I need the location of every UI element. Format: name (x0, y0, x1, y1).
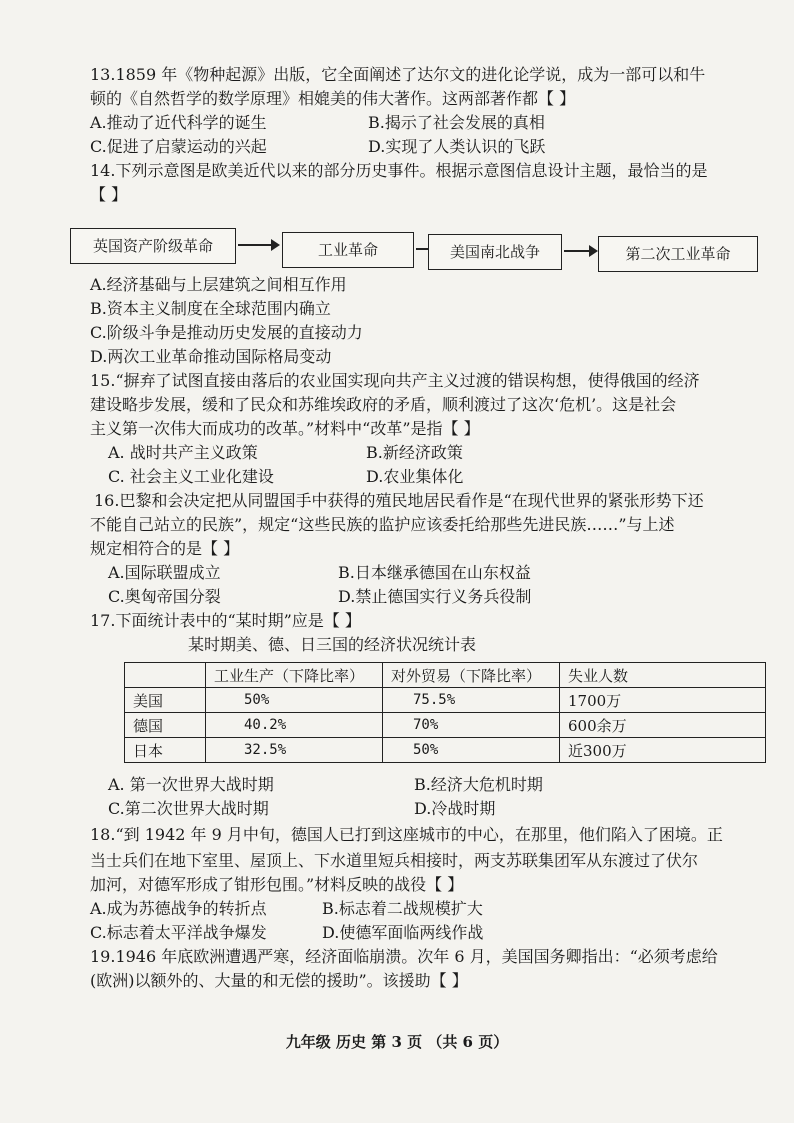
q15-line3: 主义第一次伟大而成功的改革。”材料中“改革”是指【 】 (90, 419, 480, 438)
q14-option-c[interactable]: C.阶级斗争是推动历史发展的直接动力 (90, 323, 363, 342)
q19-line2: (欧洲)以额外的、大量的和无偿的援助”。该援助【 】 (90, 971, 468, 990)
table-cell: 近300万 (560, 738, 766, 763)
table-header-cell: 失业人数 (560, 663, 766, 688)
q13-option-c[interactable]: C.促进了启蒙运动的兴起 (90, 137, 267, 156)
flow-arrow-1 (238, 244, 278, 246)
table-header-cell: 对外贸易（下降比率） (383, 663, 560, 688)
q18-option-b[interactable]: B.标志着二战规模扩大 (322, 899, 483, 918)
table-cell: 75.5% (383, 688, 560, 713)
q14-option-a[interactable]: A.经济基础与上层建筑之间相互作用 (90, 275, 347, 294)
q18-line1: 18.“到 1942 年 9 月中旬，德国人已打到这座城市的中心，在那里，他们陷入了困境。正 (90, 825, 723, 844)
q14-line2: 【 】 (90, 185, 128, 204)
table-row (125, 738, 766, 763)
q17-option-a[interactable]: A. 第一次世界大战时期 (108, 775, 274, 794)
q15-line2: 建设略步发展，缓和了民众和苏维埃政府的矛盾，顺利渡过了这次‘危机’。这是社会 (90, 395, 677, 414)
table-cell: 50% (383, 738, 560, 763)
q13-option-d[interactable]: D.实现了人类认识的飞跃 (368, 137, 546, 156)
table-cell: 70% (383, 713, 560, 738)
q13-line1: 13.1859 年《物种起源》出版，它全面阐述了达尔文的进化论学说，成为一部可以和牛 (90, 65, 706, 84)
table-row (125, 713, 766, 738)
q15-option-b[interactable]: B.新经济政策 (366, 443, 463, 462)
q16-line1: 16.巴黎和会决定把从同盟国手中获得的殖民地居民看作是“在现代世界的紧张形势下还 (94, 491, 704, 510)
table-header-cell (125, 663, 206, 688)
table-cell: 32.5% (206, 738, 383, 763)
q15-option-d[interactable]: D.农业集体化 (366, 467, 464, 486)
table-cell: 美国 (125, 688, 206, 713)
q15-option-a[interactable]: A. 战时共产主义政策 (108, 443, 258, 462)
q16-option-b[interactable]: B.日本继承德国在山东权益 (338, 563, 531, 582)
flow-arrow-3 (564, 250, 596, 252)
table-row (125, 688, 766, 713)
q19-line1: 19.1946 年底欧洲遭遇严寒，经济面临崩溃。次年 6 月，美国国务卿指出：“必须考虑给 (90, 947, 718, 966)
table-header-row (125, 663, 766, 688)
q14-option-b[interactable]: B.资本主义制度在全球范围内确立 (90, 299, 331, 318)
q13-line2: 顿的《自然哲学的数学原理》相媲美的伟大著作。这两部著作都【 】 (90, 89, 576, 108)
table-cell: 600余万 (560, 713, 766, 738)
q17-option-c[interactable]: C.第二次世界大战时期 (108, 799, 269, 818)
q13-option-b[interactable]: B.揭示了社会发展的真相 (368, 113, 545, 132)
q17-option-d[interactable]: D.冷战时期 (414, 799, 496, 818)
table-header-cell: 工业生产（下降比率） (206, 663, 383, 688)
q16-line2: 不能自己站立的民族”，规定“这些民族的监护应该委托给那些先进民族……”与上述 (90, 515, 675, 534)
q17-table-title: 某时期美、德、日三国的经济状况统计表 (188, 635, 477, 654)
table-cell: 德国 (125, 713, 206, 738)
flow-box-civil-war: 美国南北战争 (428, 234, 562, 270)
q18-option-c[interactable]: C.标志着太平洋战争爆发 (90, 923, 267, 942)
q16-option-d[interactable]: D.禁止德国实行义务兵役制 (338, 587, 532, 606)
table-cell: 40.2% (206, 713, 383, 738)
q17-line1: 17.下面统计表中的“某时期”应是【 】 (90, 611, 361, 630)
flow-box-english-revolution: 英国资产阶级革命 (70, 228, 236, 264)
history-flow-diagram (70, 228, 760, 274)
q16-line3: 规定相符合的是【 】 (90, 539, 240, 558)
q18-option-d[interactable]: D.使德军面临两线作战 (322, 923, 484, 942)
page-footer: 九年级 历史 第 3 页 （共 6 页） (285, 1033, 509, 1051)
q15-option-c[interactable]: C. 社会主义工业化建设 (108, 467, 274, 486)
q13-option-a[interactable]: A.推动了近代科学的诞生 (90, 113, 267, 132)
q15-line1: 15.“摒弃了试图直接由落后的农业国实现向共产主义过渡的错误构想，使得俄国的经济 (90, 371, 700, 390)
table-cell: 日本 (125, 738, 206, 763)
table-cell: 1700万 (560, 688, 766, 713)
flow-box-industrial-revolution: 工业革命 (282, 232, 414, 268)
table-cell: 50% (206, 688, 383, 713)
q14-option-d[interactable]: D.两次工业革命推动国际格局变动 (90, 347, 332, 366)
q18-option-a[interactable]: A.成为苏德战争的转折点 (90, 899, 267, 918)
q18-line3: 加河，对德军形成了钳形包围。”材料反映的战役【 】 (90, 875, 464, 894)
economic-stats-table (124, 662, 766, 763)
q18-line2: 当士兵们在地下室里、屋顶上、下水道里短兵相接时，两支苏联集团军从东渡过了伏尔 (90, 851, 699, 870)
q16-option-c[interactable]: C.奥匈帝国分裂 (108, 587, 221, 606)
flow-box-second-industrial-revolution: 第二次工业革命 (598, 236, 758, 272)
q17-option-b[interactable]: B.经济大危机时期 (414, 775, 543, 794)
q14-line1: 14.下列示意图是欧美近代以来的部分历史事件。根据示意图信息设计主题，最恰当的是 (90, 161, 708, 180)
q16-option-a[interactable]: A.国际联盟成立 (108, 563, 221, 582)
